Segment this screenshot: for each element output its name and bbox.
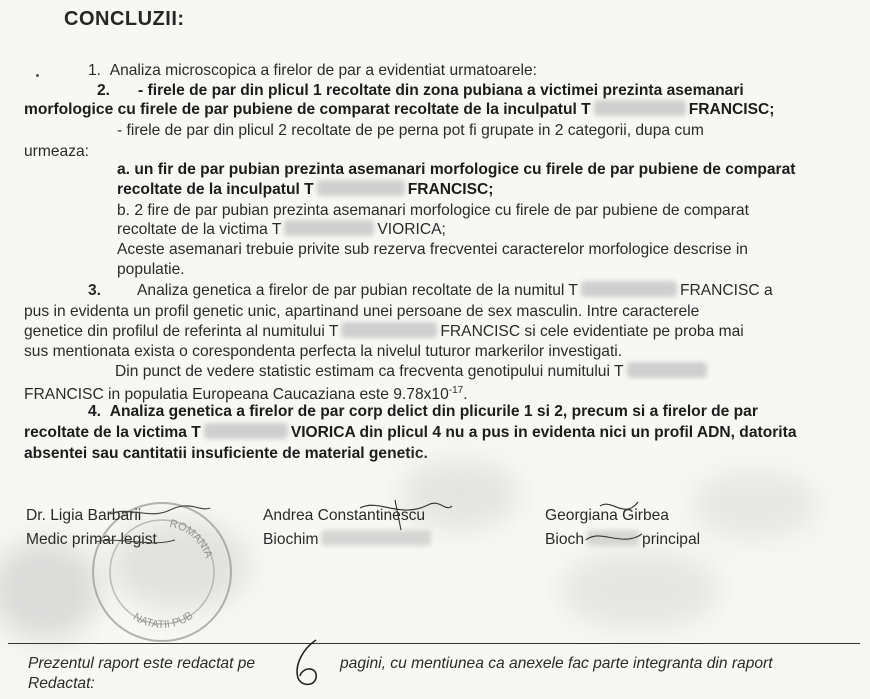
signature-stroke [360, 503, 452, 510]
text-segment: sus mentionata exista o corespondenta perfecta la nivelul tuturor markerilor investigati. [24, 343, 623, 360]
footer-line-2 [28, 674, 95, 694]
conclusion-1-text: Analiza microscopica a firelor de par a evidentiat urmatoarele: [109, 62, 537, 79]
signatory-1-name: Dr. Ligia Barbarii [26, 507, 142, 524]
text-segment: Biochim [263, 531, 319, 548]
signature-stroke [600, 502, 638, 509]
text-segment: a. un fir de par pubian prezinta asemanari morfologice cu firele de par pubiene de comparat [117, 161, 796, 178]
text-segment: . [463, 386, 468, 404]
item-number: 2. [97, 82, 111, 99]
signature-stroke [110, 506, 210, 514]
stamp-bottom-text: NATATII PUB [130, 609, 196, 632]
signature-stroke [586, 534, 642, 540]
text-segment: FRANCISC a [679, 282, 773, 299]
signatory-1-role: Medic primar legist [26, 531, 157, 548]
text-segment: Bioch [545, 531, 585, 548]
text-segment: Analiza genetica a firelor de par pubian recoltate de la numitul T [137, 282, 578, 299]
handwritten-number [286, 634, 336, 694]
text-segment: - firele de par din plicul 2 recoltate de pe perna pot fi grupate in 2 categorii, dupa cum [117, 122, 704, 139]
text-segment: FRANCISC; [407, 181, 494, 198]
item-number: 4. [88, 403, 102, 420]
text-segment: FRANCISC in populatia Europeana Caucaziana este 9.78x10 [24, 386, 449, 404]
handwritten-page-count [286, 634, 336, 699]
text-segment: VIORICA din plicul 4 nu a pus in evidenta nici un profil ADN, datorita [290, 424, 797, 441]
text-segment: Analiza genetica a firelor de par corp delict din plicurile 1 si 2, precum si a firelor de par [109, 403, 758, 420]
text-segment: absentei sau cantitatii insuficiente de material genetic. [24, 445, 428, 462]
text-segment: recoltate de la victima T [117, 221, 282, 238]
text-segment: pagini, cu mentiunea ca anexele fac parte integranta din raport [340, 655, 773, 672]
exponent: -17 [448, 385, 464, 396]
signatory-3-name: Georgiana Girbea [545, 507, 669, 524]
text-segment: populatie. [117, 261, 185, 278]
text-segment: genetice din profilul de referinta al numitului T [24, 323, 339, 340]
text-segment: Prezentul raport este redactat pe [28, 655, 256, 672]
footer-line-1 [28, 654, 255, 674]
signature-stroke [95, 540, 175, 543]
signatory-2-name: Andrea Constantinescu [263, 507, 426, 524]
text-segment: urmeaza: [24, 143, 90, 160]
text-segment: Aceste asemanari trebuie privite sub rezerva frecventei caracterelor morfologice descrise in [117, 241, 748, 258]
footer-divider [8, 643, 860, 644]
text-segment: pus in evidenta un profil genetic unic, apartinand unei persoane de sex masculin. Intre caracterele [24, 303, 700, 320]
text-segment: morfologice cu firele de par pubiene de comparat recoltate de la inculpatul T [24, 101, 591, 118]
footer-line-1-end [340, 654, 773, 674]
text-segment: VIORICA; [377, 221, 446, 238]
text-segment: Redactat: [28, 675, 95, 692]
item-number: 1. [88, 62, 102, 79]
text-segment: Din punct de vedere statistic estimam ca frecventa genotipului numitului T [115, 363, 624, 380]
text-segment: recoltate de la inculpatul T [117, 181, 314, 198]
text-segment: recoltate de la victima T [24, 424, 201, 441]
item-number: 3. [88, 282, 102, 299]
text-segment: b. 2 fire de par pubian prezinta asemanari morfologice cu firele de par pubiene de comparat [117, 202, 749, 219]
signature-stroke [395, 500, 401, 530]
text-segment: principal [642, 531, 701, 548]
text-segment: FRANCISC; [688, 101, 775, 118]
page-title: CONCLUZII: [64, 8, 185, 30]
conclusion-2-text: - firele de par din plicul 1 recoltate din zona pubiana a victimei prezinta asemanari [138, 82, 744, 99]
text-segment: FRANCISC si cele evidentiate pe proba mai [440, 323, 744, 340]
stamp-top-text: ROMANIA [168, 517, 215, 560]
